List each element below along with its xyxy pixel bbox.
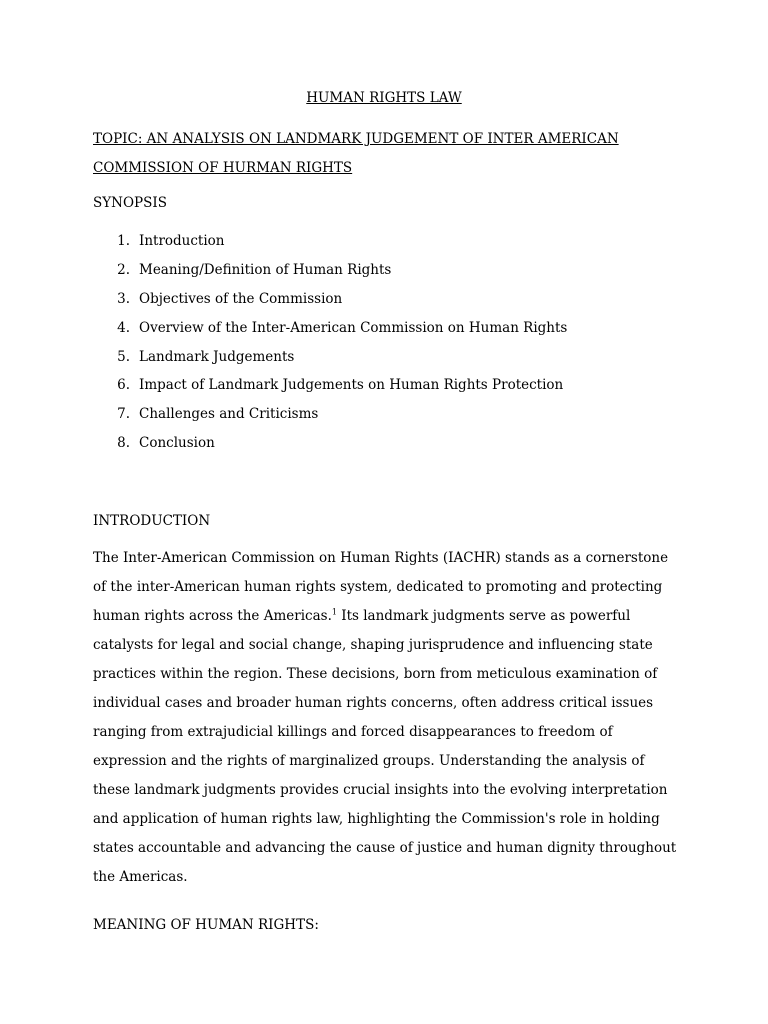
meaning-heading: MEANING OF HUMAN RIGHTS: [93,917,319,933]
synopsis-item-number: 3. [117,290,130,307]
synopsis-item-text: Landmark Judgements [139,348,295,365]
synopsis-heading: SYNOPSIS [93,195,167,211]
synopsis-item-text: Overview of the Inter-American Commission on Human Rights [139,319,568,336]
synopsis-item-text: Objectives of the Commission [139,290,343,307]
introduction-text-part2: Its landmark judgments serve as powerful catalysts for legal and social change, shaping jurisprudence and influencing state practices within the region. These decisions, born from meticulous examination of individual cases and broader human rights concerns, often address critical issues ranging from extrajudicial killings and forced disappearances to freedom of expression and the rights of marginalized groups. Understanding the analysis of these landmark judgments provides crucial insights into the evolving interpretation and application of human rights law, highlighting the Commission's role in holding states accountable and advancing the cause of justice and human dignity throughout the Americas. [93,608,677,885]
synopsis-item-number: 4. [117,319,130,336]
synopsis-item [93,260,567,289]
synopsis-item-text: Conclusion [139,435,215,452]
synopsis-item [93,433,567,462]
introduction-text-part1: The Inter-American Commission on Human Rights (IACHR) stands as a cornerstone of the inter-American human rights system, dedicated to promoting and protecting human rights across the Americas. [93,550,669,624]
synopsis-item [93,231,567,260]
introduction-heading: INTRODUCTION [93,513,211,529]
synopsis-item-text: Meaning/Definition of Human Rights [139,261,392,278]
synopsis-list [93,231,567,462]
synopsis-item [93,289,567,318]
synopsis-item-number: 6. [117,377,130,394]
footnote-reference[interactable]: 1 [331,607,337,617]
introduction-paragraph [93,544,683,892]
synopsis-item [93,347,567,376]
synopsis-item-number: 1. [117,233,130,249]
synopsis-item-number: 8. [117,435,130,452]
synopsis-item [93,375,567,404]
synopsis-item [93,318,567,347]
synopsis-item-text: Challenges and Criticisms [139,406,319,423]
synopsis-item-text: Introduction [139,233,225,249]
synopsis-item-text: Impact of Landmark Judgements on Human Rights Protection [139,377,564,394]
synopsis-item-number: 7. [117,406,130,423]
synopsis-item-number: 2. [117,261,130,278]
document-title: HUMAN RIGHTS LAW [306,90,462,106]
topic-heading: TOPIC: AN ANALYSIS ON LANDMARK JUDGEMENT OF INTER AMERICAN COMMISSION OF HURMAN RIGHTS [93,131,619,176]
synopsis-item [93,404,567,433]
synopsis-item-number: 5. [117,348,130,365]
